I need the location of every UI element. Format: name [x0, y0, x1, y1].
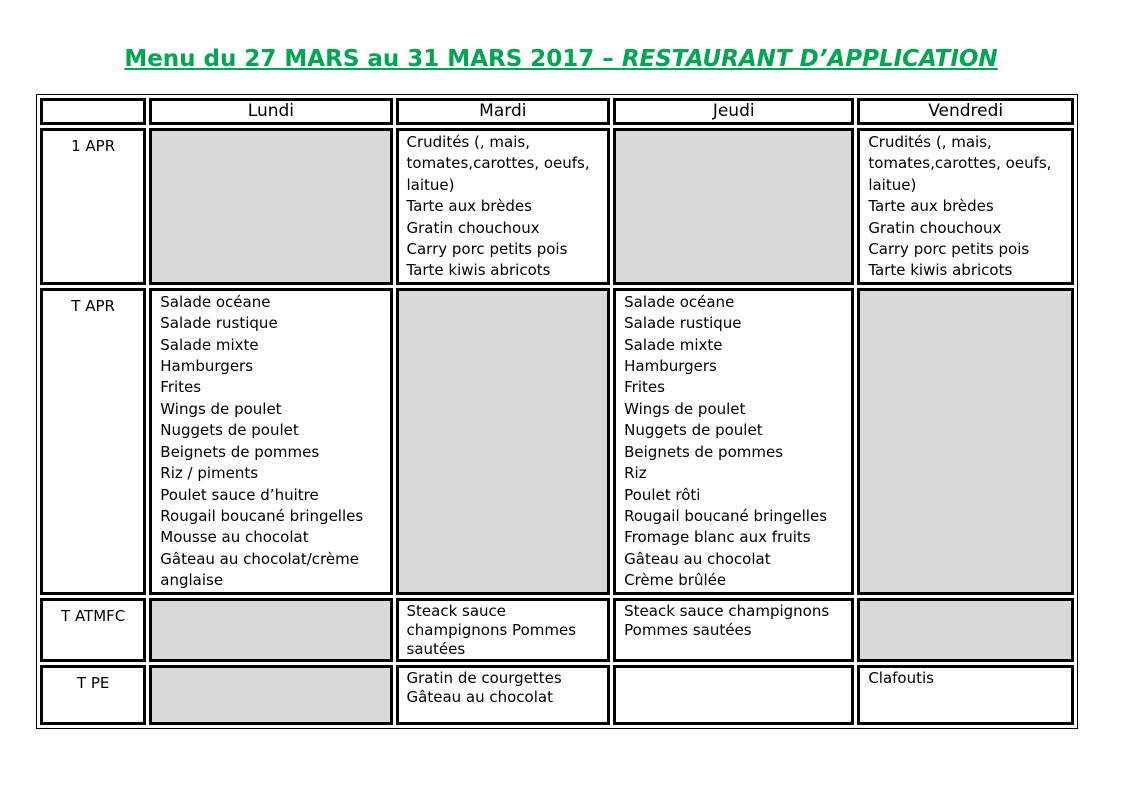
menu-item: Gâteau au chocolat	[406, 687, 553, 706]
header-vendredi: Vendredi	[857, 98, 1074, 125]
menu-item: Salade mixte	[160, 335, 259, 354]
page-title	[0, 46, 1122, 72]
menu-item-list	[399, 668, 608, 707]
menu-item: Riz	[624, 464, 647, 483]
menu-item: Hamburgers	[160, 357, 254, 376]
menu-cell-mardi	[396, 288, 611, 595]
menu-item: Salade rustique	[160, 314, 278, 333]
menu-item: Poulet sauce d’huitre	[160, 485, 319, 504]
menu-item: Tarte kiwis abricots	[868, 261, 1013, 280]
menu-cell-lundi	[149, 288, 392, 595]
header-row	[40, 98, 1074, 125]
menu-item: Steack sauce	[406, 601, 507, 620]
menu-item: Gratin chouchoux	[406, 218, 540, 237]
menu-cell-jeudi	[613, 288, 854, 595]
menu-item: champignons Pommes	[406, 620, 577, 639]
menu-item: Clafoutis	[868, 668, 934, 687]
menu-item-list	[399, 131, 608, 282]
menu-item: Tarte kiwis abricots	[406, 261, 551, 280]
menu-item: Tarte aux brèdes	[406, 197, 532, 216]
menu-item-list	[616, 291, 851, 592]
menu-item: Beignets de pommes	[624, 442, 784, 461]
menu-item: Frites	[624, 378, 665, 397]
title-restaurant: RESTAURANT D’APPLICATION	[621, 46, 998, 72]
menu-cell-lundi	[149, 665, 392, 725]
menu-item: Fromage blanc aux fruits	[624, 528, 811, 547]
menu-item: Tarte aux brèdes	[868, 197, 994, 216]
menu-item: Salade océane	[624, 292, 735, 311]
menu-item: Nuggets de poulet	[624, 421, 763, 440]
menu-cell-vendredi	[857, 128, 1074, 285]
menu-cell-vendredi	[857, 665, 1074, 725]
menu-item: tomates,carottes, oeufs,	[868, 154, 1052, 173]
menu-item: Salade rustique	[624, 314, 742, 333]
menu-item-list	[860, 131, 1071, 282]
table-row	[40, 288, 1074, 595]
menu-item: Carry porc petits pois	[406, 240, 568, 259]
menu-cell-mardi	[396, 128, 611, 285]
menu-item: Hamburgers	[624, 357, 717, 376]
menu-item: Salade mixte	[624, 335, 723, 354]
menu-item: tomates,carottes, oeufs,	[406, 154, 590, 173]
menu-item: Gratin de courgettes	[406, 668, 562, 687]
menu-item: Poulet rôti	[624, 485, 701, 504]
header-jeudi: Jeudi	[613, 98, 854, 125]
menu-item: Wings de poulet	[160, 399, 282, 418]
menu-item: Rougail boucané bringelles	[624, 506, 828, 525]
menu-cell-mardi	[396, 665, 611, 725]
menu-item: laitue)	[406, 175, 455, 194]
menu-item: laitue)	[868, 175, 917, 194]
header-corner	[40, 98, 146, 125]
menu-item: Pommes sautées	[624, 620, 752, 639]
menu-item-list	[616, 601, 851, 640]
menu-item: Beignets de pommes	[160, 442, 320, 461]
menu-cell-mardi	[396, 598, 611, 662]
menu-cell-jeudi	[613, 128, 854, 285]
title-date-range: Menu du 27 MARS au 31 MARS 2017 –	[124, 46, 622, 72]
header-mardi: Mardi	[396, 98, 611, 125]
menu-item: Mousse au chocolat	[160, 528, 309, 547]
menu-item: Gratin chouchoux	[868, 218, 1002, 237]
menu-item: Gâteau au chocolat	[624, 549, 771, 568]
menu-cell-lundi	[149, 128, 392, 285]
menu-cell-jeudi	[613, 598, 854, 662]
header-lundi: Lundi	[149, 98, 392, 125]
menu-item: Carry porc petits pois	[868, 240, 1030, 259]
menu-cell-jeudi	[613, 665, 854, 725]
row-label: 1 APR	[40, 128, 146, 285]
menu-item: Wings de poulet	[624, 399, 746, 418]
menu-cell-vendredi	[857, 598, 1074, 662]
menu-item: Riz / piments	[160, 464, 259, 483]
table-row	[40, 665, 1074, 725]
table-row	[40, 128, 1074, 285]
menu-item: anglaise	[160, 571, 224, 590]
row-label: T APR	[40, 288, 146, 595]
menu-item: Frites	[160, 378, 202, 397]
menu-item: Crudités (, mais,	[868, 133, 992, 151]
menu-table	[36, 94, 1078, 729]
menu-item-list	[152, 291, 389, 592]
table-row	[40, 598, 1074, 662]
menu-item: Crème brûlée	[624, 571, 727, 590]
menu-item-list	[860, 668, 1071, 688]
menu-cell-vendredi	[857, 288, 1074, 595]
menu-item: Rougail boucané bringelles	[160, 506, 364, 525]
row-label: T PE	[40, 665, 146, 725]
menu-item: sautées	[406, 639, 466, 658]
menu-item: Steack sauce champignons	[624, 601, 830, 620]
menu-item: Crudités (, mais,	[406, 133, 530, 151]
row-label: T ATMFC	[40, 598, 146, 662]
menu-item: Gâteau au chocolat/crème	[160, 549, 359, 568]
menu-item-list	[399, 601, 608, 659]
menu-item: Salade océane	[160, 292, 271, 311]
menu-item: Nuggets de poulet	[160, 421, 299, 440]
menu-cell-lundi	[149, 598, 392, 662]
